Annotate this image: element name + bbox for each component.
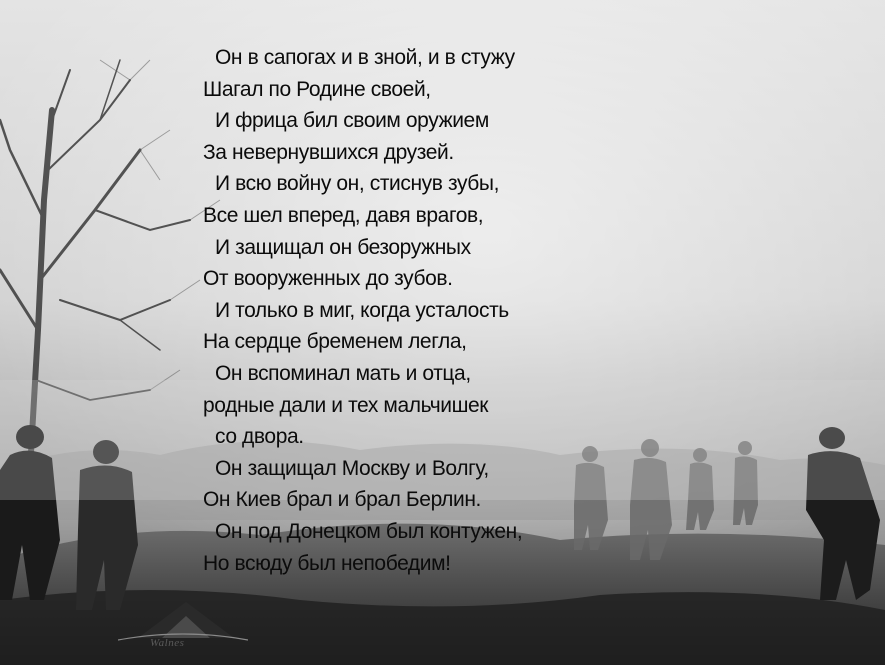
poem-line: И защищал он безоружных xyxy=(215,235,471,259)
poem-line: И всю войну он, стиснув зубы, xyxy=(215,172,500,196)
poem-line: Он вспоминал мать и отца, xyxy=(215,361,471,385)
poem-line: И фрица бил своим оружием xyxy=(215,109,489,133)
watermark-logo xyxy=(118,598,248,658)
poem-line: На сердце бременем легла, xyxy=(203,330,467,354)
poem-line: И только в миг, когда усталость xyxy=(215,298,509,322)
poem-line: Шагал по Родине своей, xyxy=(203,77,431,101)
poem-line: Все шел вперед, давя врагов, xyxy=(203,203,484,227)
watermark-text: Walnes xyxy=(150,637,185,649)
poem-line: За невернувшихся друзей. xyxy=(203,140,454,164)
poem-line: со двора. xyxy=(215,425,304,449)
poem-line: Он в сапогах и в зной, и в стужу xyxy=(215,46,515,69)
poem-text xyxy=(203,42,663,579)
poem-line: Он под Донецком был контужен, xyxy=(215,519,523,543)
poem-line: Он Киев брал и брал Берлин. xyxy=(203,488,481,512)
poem-line: От вооруженных до зубов. xyxy=(203,267,453,291)
poem-line: Но всюду был непобедим! xyxy=(203,551,451,575)
poem-line: Он защищал Москву и Волгу, xyxy=(215,456,489,480)
poem-line: родные дали и тех мальчишек xyxy=(203,393,489,417)
